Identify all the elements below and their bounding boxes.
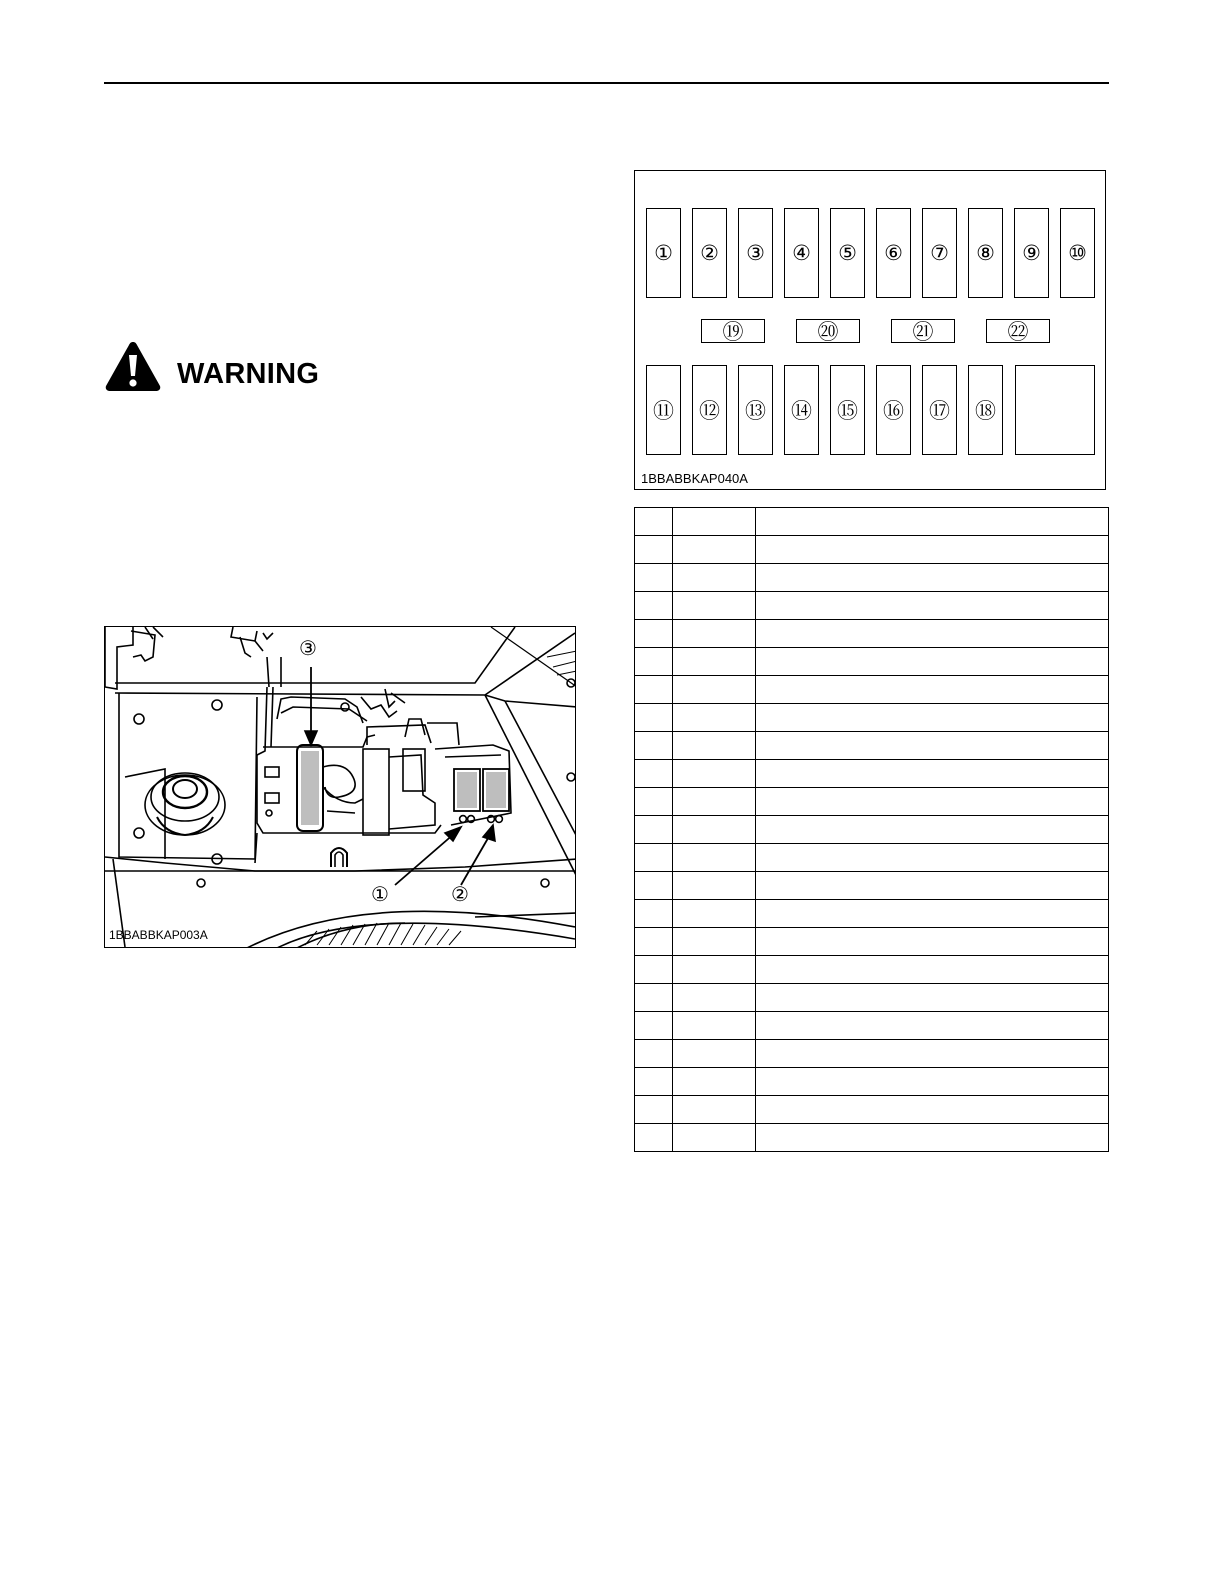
table-cell xyxy=(635,564,673,592)
table-row xyxy=(635,844,1109,872)
table-row xyxy=(635,788,1109,816)
table-cell xyxy=(673,1124,756,1152)
table-cell xyxy=(673,620,756,648)
table-row xyxy=(635,648,1109,676)
table-cell xyxy=(635,760,673,788)
fuse-slot-2: ② xyxy=(692,208,727,298)
table-cell xyxy=(635,1068,673,1096)
warning-label: WARNING xyxy=(177,358,320,390)
table-cell xyxy=(673,704,756,732)
fuse-slot-4: ④ xyxy=(784,208,819,298)
table-row xyxy=(635,704,1109,732)
table-row xyxy=(635,536,1109,564)
table-row xyxy=(635,732,1109,760)
table-cell xyxy=(756,508,1109,536)
callout-2: ② xyxy=(451,884,469,906)
fuse-slot-5: ⑤ xyxy=(830,208,865,298)
warning-triangle-icon xyxy=(104,340,162,392)
fuse-slot-3: ③ xyxy=(738,208,773,298)
fuse-slot-16: ⑯ xyxy=(876,365,911,455)
table-cell xyxy=(635,592,673,620)
table-row xyxy=(635,956,1109,984)
table-cell xyxy=(756,816,1109,844)
table-cell xyxy=(756,704,1109,732)
table-cell xyxy=(635,788,673,816)
table-cell xyxy=(756,844,1109,872)
table-cell xyxy=(635,844,673,872)
table-cell xyxy=(756,648,1109,676)
table-cell xyxy=(635,872,673,900)
table-cell xyxy=(635,536,673,564)
table-cell xyxy=(635,704,673,732)
table-cell xyxy=(635,620,673,648)
table-row xyxy=(635,872,1109,900)
table-cell xyxy=(756,1124,1109,1152)
table-row xyxy=(635,984,1109,1012)
fuse-location-figure xyxy=(104,626,576,948)
table-cell xyxy=(673,928,756,956)
table-cell xyxy=(756,872,1109,900)
callout-1: ① xyxy=(371,884,389,906)
fuse-slot-1: ① xyxy=(646,208,681,298)
table-cell xyxy=(756,592,1109,620)
table-cell xyxy=(635,508,673,536)
fuse-slot-21: ㉑ xyxy=(891,319,955,343)
table-cell xyxy=(635,956,673,984)
table-row xyxy=(635,1096,1109,1124)
table-row xyxy=(635,1124,1109,1152)
warning-heading xyxy=(104,340,404,400)
table-cell xyxy=(673,844,756,872)
table-cell xyxy=(673,676,756,704)
fuse-slot-8: ⑧ xyxy=(968,208,1003,298)
table-cell xyxy=(635,816,673,844)
fuse-box-diagram xyxy=(634,170,1106,490)
table-row xyxy=(635,620,1109,648)
table-row xyxy=(635,900,1109,928)
callout-3: ③ xyxy=(299,638,317,660)
table-cell xyxy=(673,788,756,816)
table-row xyxy=(635,1040,1109,1068)
table-cell xyxy=(756,1040,1109,1068)
table-cell xyxy=(756,1012,1109,1040)
table-cell xyxy=(673,1012,756,1040)
fuse-slot-blank xyxy=(1015,365,1095,455)
table-cell xyxy=(756,788,1109,816)
table-cell xyxy=(756,564,1109,592)
fuse-slot-15: ⑮ xyxy=(830,365,865,455)
table-cell xyxy=(635,732,673,760)
fuse-slot-11: ⑪ xyxy=(646,365,681,455)
table-cell xyxy=(673,1096,756,1124)
table-row xyxy=(635,1012,1109,1040)
table-cell xyxy=(635,1040,673,1068)
table-cell xyxy=(673,760,756,788)
table-cell xyxy=(635,1096,673,1124)
table-cell xyxy=(673,732,756,760)
fuse-slot-10: ⑩ xyxy=(1060,208,1095,298)
table-cell xyxy=(635,1124,673,1152)
table-cell xyxy=(673,1068,756,1096)
table-cell xyxy=(756,676,1109,704)
table-row xyxy=(635,928,1109,956)
table-cell xyxy=(635,676,673,704)
fuse-slot-6: ⑥ xyxy=(876,208,911,298)
table-cell xyxy=(756,732,1109,760)
fuse-slot-7: ⑦ xyxy=(922,208,957,298)
fuse-diagram-caption: 1BBABBKAP040A xyxy=(641,471,748,486)
table-row xyxy=(635,760,1109,788)
table-row xyxy=(635,1068,1109,1096)
table-cell xyxy=(673,592,756,620)
table-row xyxy=(635,592,1109,620)
fuse-slot-9: ⑨ xyxy=(1014,208,1049,298)
table-cell xyxy=(673,1040,756,1068)
table-cell xyxy=(635,1012,673,1040)
fuse-slot-22: ㉒ xyxy=(986,319,1050,343)
fuse-slot-18: ⑱ xyxy=(968,365,1003,455)
table-row xyxy=(635,564,1109,592)
table-cell xyxy=(635,984,673,1012)
fuse-slot-12: ⑫ xyxy=(692,365,727,455)
table-cell xyxy=(673,872,756,900)
table-cell xyxy=(673,536,756,564)
table-cell xyxy=(756,536,1109,564)
table-row xyxy=(635,816,1109,844)
table-cell xyxy=(756,956,1109,984)
fuse-table xyxy=(634,507,1109,1152)
fuse-slot-17: ⑰ xyxy=(922,365,957,455)
table-cell xyxy=(673,508,756,536)
table-cell xyxy=(635,928,673,956)
table-cell xyxy=(673,956,756,984)
table-cell xyxy=(756,620,1109,648)
table-cell xyxy=(673,648,756,676)
header-rule xyxy=(104,82,1109,84)
fuse-slot-20: ⑳ xyxy=(796,319,860,343)
table-cell xyxy=(673,816,756,844)
fuse-slot-14: ⑭ xyxy=(784,365,819,455)
fuse-slot-13: ⑬ xyxy=(738,365,773,455)
photo-caption: 1BBABBKAP003A xyxy=(109,928,208,942)
table-row xyxy=(635,676,1109,704)
table-cell xyxy=(756,1068,1109,1096)
table-cell xyxy=(756,760,1109,788)
engine-bay-drawing xyxy=(105,627,576,948)
table-cell xyxy=(756,928,1109,956)
table-cell xyxy=(756,984,1109,1012)
table-row xyxy=(635,508,1109,536)
fuse-table-body xyxy=(635,508,1109,1152)
table-cell xyxy=(673,564,756,592)
table-cell xyxy=(756,900,1109,928)
table-cell xyxy=(635,648,673,676)
table-cell xyxy=(756,1096,1109,1124)
table-cell xyxy=(673,984,756,1012)
table-cell xyxy=(673,900,756,928)
fuse-slot-19: ⑲ xyxy=(701,319,765,343)
table-cell xyxy=(635,900,673,928)
